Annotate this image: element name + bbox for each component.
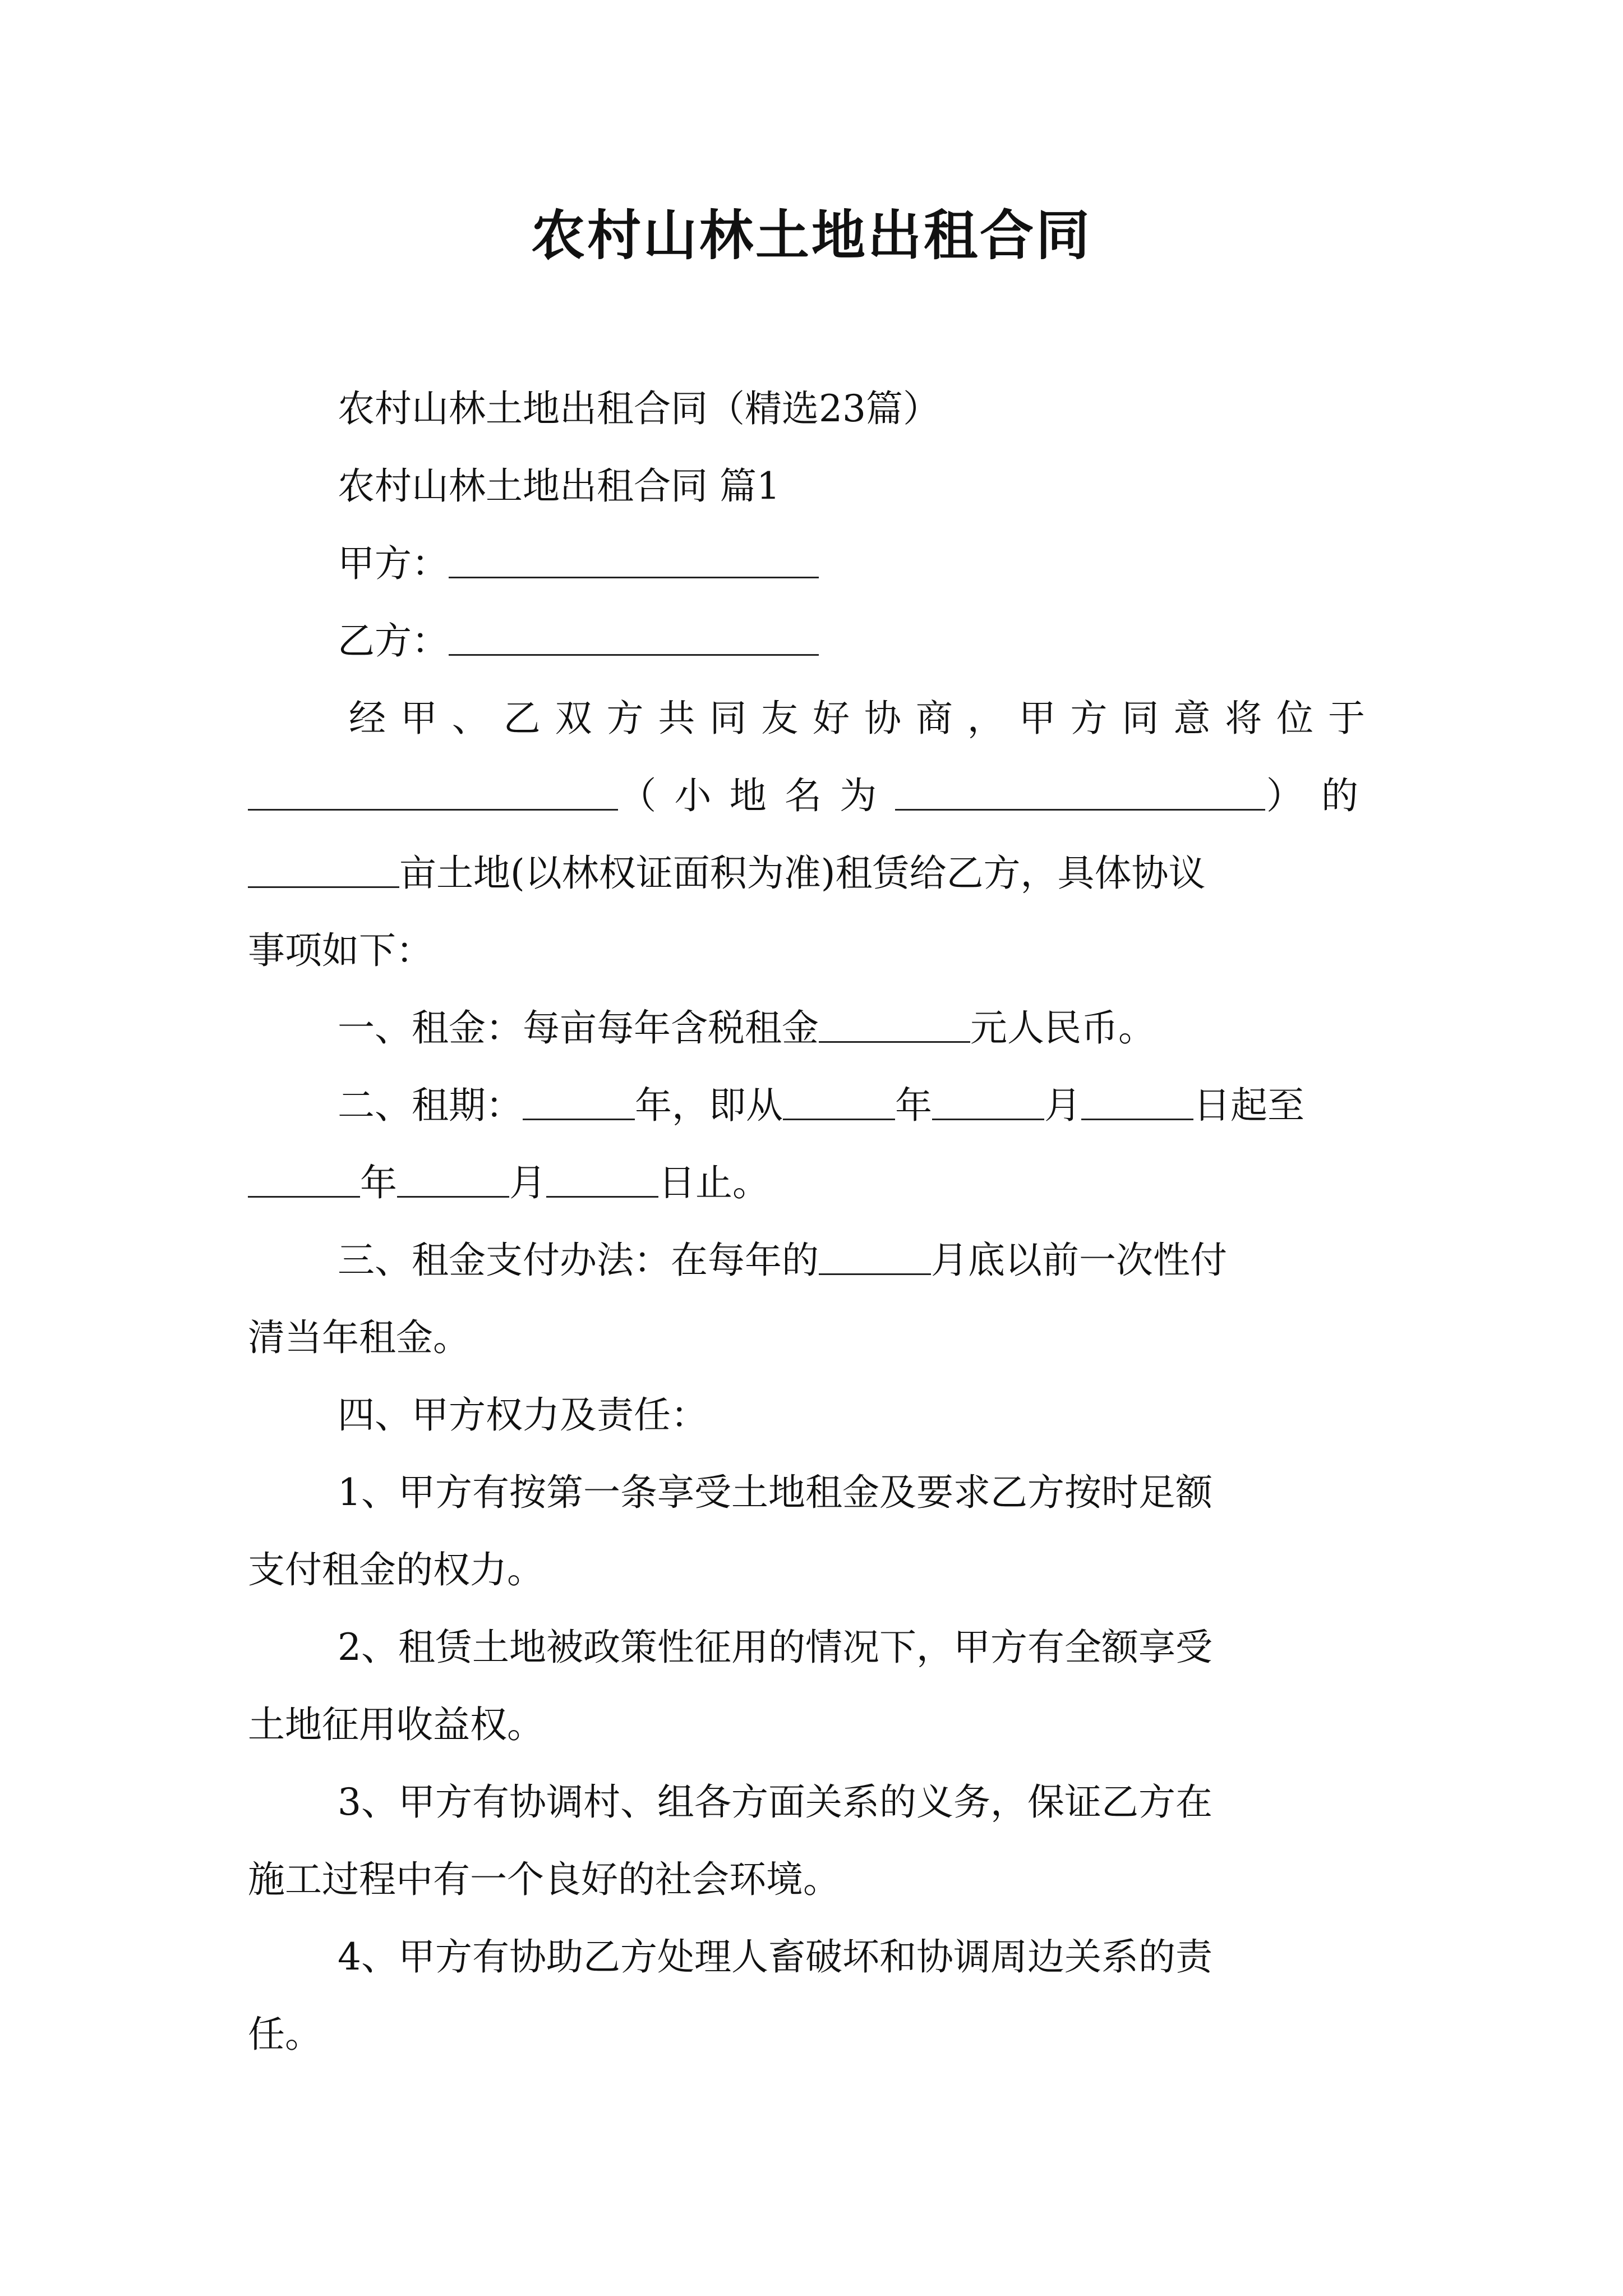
payment-month-blank[interactable] [819,1240,931,1275]
term-year3: 年 [360,1161,397,1204]
document-body [248,370,1375,2073]
start-year-blank[interactable] [783,1085,895,1120]
intro-line-1 [248,680,1375,757]
item-3-line-2: 施工过程中有一个良好的社会环境。 [248,1858,840,1901]
subtitle: 农村山林土地出租合同（精选23篇） [338,387,940,430]
item-2-line-1: 2、租赁土地被政策性征用的情况下，甲方有全额享受 [338,1626,1212,1669]
term-year2: 年 [895,1084,932,1127]
intro-line-3 [248,835,1375,912]
rent-suffix: 元人民币。 [970,1006,1155,1050]
intro-text-1: 经甲、乙双方共同友好协商，甲方同意将位于 [349,697,1375,740]
term-year1: 年，即从 [635,1084,783,1127]
payment-clause-line-2: 清当年租金。 [248,1316,470,1359]
section-heading: 农村山林土地出租合同 篇1 [338,464,780,508]
item-1-line-2: 支付租金的权力。 [248,1548,544,1591]
term-day2: 日止。 [658,1161,769,1204]
payment-prefix: 三、租金支付办法：在每年的 [338,1239,819,1282]
item-1-line-1: 1、甲方有按第一条享受土地租金及要求乙方按时足额 [338,1471,1212,1514]
intro-text-2b: ）的 [1265,774,1375,817]
term-prefix: 二、租期： [338,1084,523,1127]
item-3-line-1: 3、甲方有协调村、组各方面关系的义务，保证乙方在 [338,1780,1212,1824]
party-a-label: 甲方： [338,542,449,585]
party-a-line [248,525,1375,602]
intro-line-4: 事项如下： [248,929,433,972]
location-blank[interactable] [248,775,618,811]
term-day1: 日起至 [1193,1084,1304,1127]
party-b-label: 乙方： [338,619,449,662]
item-2-line-2: 土地征用收益权。 [248,1703,544,1746]
party-a-blank[interactable] [449,543,819,578]
end-day-blank[interactable] [546,1162,658,1198]
start-day-blank[interactable] [1081,1085,1193,1120]
intro-text-3: 亩土地(以林权证面积为准)租赁给乙方，具体协议 [399,852,1206,895]
party-b-line [248,602,1375,680]
payment-suffix: 月底以前一次性付 [931,1239,1227,1282]
rent-prefix: 一、租金：每亩每年含税租金 [338,1006,819,1050]
intro-line-2 [248,757,1375,835]
term-clause-line-1 [248,1067,1375,1144]
rent-amount-blank[interactable] [819,1007,970,1043]
party-b-blank[interactable] [449,620,819,656]
end-month-blank[interactable] [397,1162,509,1198]
area-blank[interactable] [248,853,399,888]
payment-clause-line-1 [248,1222,1375,1299]
end-year-blank[interactable] [248,1162,360,1198]
rights-heading: 四、甲方权力及责任： [338,1393,708,1437]
term-clause-line-2 [248,1144,1375,1222]
document-title: 农村山林土地出租合同 [531,204,1092,267]
term-month2: 月 [509,1161,546,1204]
term-years-blank[interactable] [523,1085,635,1120]
intro-text-2a: （小地名为 [618,774,895,817]
item-4-line-2: 任。 [248,2013,322,2056]
rent-clause [248,990,1375,1067]
item-4-line-1: 4、甲方有协助乙方处理人畜破坏和协调周边关系的责 [338,1935,1212,1978]
place-name-blank[interactable] [895,775,1265,811]
start-month-blank[interactable] [932,1085,1044,1120]
term-month1: 月 [1044,1084,1081,1127]
